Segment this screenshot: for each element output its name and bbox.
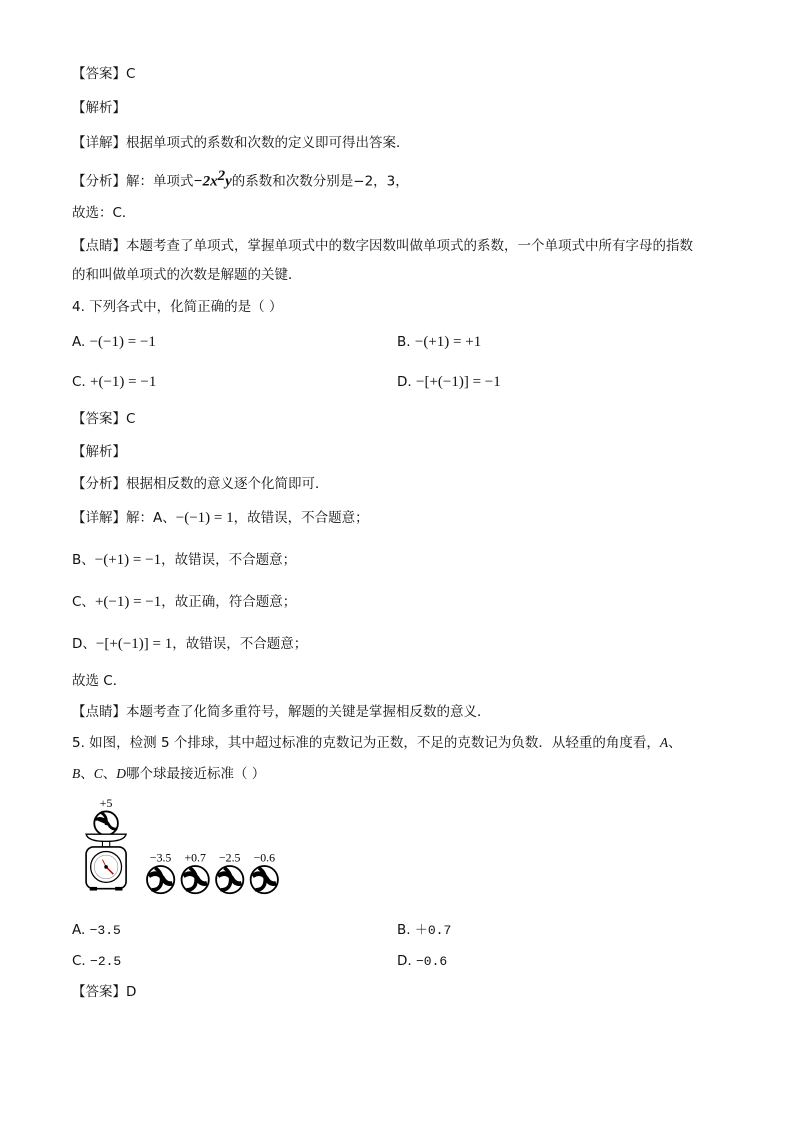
q3-comment-line2: 的和叫做单项式的次数是解题的关键．: [72, 267, 302, 283]
q5-stem-line1: [72, 733, 682, 753]
detail-post: ，故错误，不合题意；: [233, 510, 369, 526]
ball-label-a: −3.5: [149, 850, 172, 865]
sep: 、: [80, 766, 94, 782]
q5-option-a: [72, 920, 121, 941]
volleyball-icon: [147, 866, 174, 893]
comment-tag: 【点睛】: [72, 704, 126, 720]
ball-label-b: +0.7: [184, 850, 206, 865]
q4-option-a: [72, 332, 156, 352]
stem-text: 5. 如图，检测 5 个排球，其中超过标准的克数记为正数，不足的克数记为负数．从轻重的角度看，: [72, 735, 660, 751]
scale-ball-icon: [94, 811, 118, 835]
detail-tag: 【详解】: [72, 135, 126, 151]
option-label: D.: [397, 953, 412, 969]
option-value: ＋0.7: [414, 923, 452, 938]
q3-comment-line1: [72, 236, 693, 256]
scale-icon: [86, 847, 126, 891]
answer-tag: 【答案】: [72, 66, 126, 82]
q3-answer-line: [72, 64, 135, 84]
q4-option-c: [72, 372, 156, 392]
option-label: C.: [72, 953, 86, 969]
detail-text: 根据单项式的系数和次数的定义即可得出答案．: [126, 135, 410, 151]
var-b: B: [72, 766, 81, 781]
q3-analysis-tag: 【解析】: [72, 100, 126, 116]
monomial-exp: 2: [217, 168, 226, 184]
detail-expr: −(+1) = −1: [94, 552, 162, 568]
answer-tag: 【答案】: [72, 984, 126, 1000]
q5-answer-line: [72, 982, 136, 1002]
scale-label: +5: [99, 796, 113, 810]
q4-comment-line: [72, 702, 491, 722]
volleyball-icon: [182, 866, 209, 893]
var-d: D: [116, 766, 127, 781]
fenxi-text: 根据相反数的意义逐个化简即可．: [126, 476, 329, 492]
detail-tag: 【详解】: [72, 510, 126, 526]
answer-value: C: [126, 411, 136, 427]
q4-choose: 故选 C．: [72, 673, 127, 689]
option-expr: −(−1) = −1: [89, 334, 156, 350]
ball-label-d: −0.6: [253, 850, 275, 865]
answer-tag: 【答案】: [72, 411, 126, 427]
option-label: C.: [72, 374, 86, 390]
detail-post: ，故错误，不合题意；: [172, 636, 308, 652]
q4-detail-a: [72, 508, 369, 528]
detail-pre: D、: [72, 636, 96, 652]
scale-pan-icon: [86, 834, 126, 841]
option-label: A.: [72, 334, 86, 350]
monomial-var: y: [225, 173, 232, 190]
q4-fenxi-line: [72, 474, 329, 494]
ball-group: [147, 850, 278, 893]
fenxi-vals: −2，3，: [353, 173, 409, 190]
fenxi-post: 的系数和次数分别是: [231, 173, 354, 190]
q4-detail-b: [72, 550, 296, 570]
q4-analysis-tag: 【解析】: [72, 444, 126, 460]
answer-value: D: [126, 984, 137, 1000]
option-expr: +(−1) = −1: [90, 374, 157, 390]
q5-stem-line2: [72, 764, 265, 784]
ball-label-c: −2.5: [219, 850, 241, 865]
option-label: B.: [397, 922, 411, 938]
detail-pre: C、: [72, 594, 95, 610]
detail-pre: 解：A、: [126, 510, 176, 526]
q4-stem: 4. 下列各式中，化简正确的是（ ）: [72, 299, 283, 315]
option-value: −2.5: [90, 954, 122, 969]
volleyball-icon: [216, 866, 243, 893]
q5-option-c: [72, 951, 121, 972]
sep: 、: [668, 735, 682, 751]
q4-detail-d: [72, 634, 307, 654]
detail-post: ，故错误，不合题意；: [161, 552, 297, 568]
option-expr: −[+(−1)] = −1: [415, 374, 501, 390]
option-label: B.: [397, 334, 411, 350]
q3-choose: 故选：C．: [72, 205, 136, 221]
q3-fenxi-line: [72, 166, 409, 192]
q4-answer-line: [72, 409, 135, 429]
fenxi-tag: 【分析】: [72, 173, 126, 190]
detail-expr: −(−1) = 1: [175, 510, 234, 526]
q5-option-d: [397, 951, 447, 972]
var-a: A: [659, 735, 669, 750]
monomial-coef: −2x: [193, 173, 218, 190]
comment-text: 本题考查了化简多重符号，解题的关键是掌握相反数的意义．: [126, 704, 491, 720]
volleyball-figure: [72, 796, 302, 896]
detail-pre: B、: [72, 552, 95, 568]
option-expr: −(+1) = +1: [414, 334, 482, 350]
q3-detail-line: [72, 133, 410, 153]
option-label: A.: [72, 922, 86, 938]
comment-text: 本题考查了单项式，掌握单项式中的数字因数叫做单项式的系数，一个单项式中所有字母的指数: [126, 238, 693, 254]
q4-option-d: [397, 372, 501, 392]
q4-option-b: [397, 332, 481, 352]
q4-detail-c: [72, 592, 296, 612]
comment-tag: 【点睛】: [72, 238, 126, 254]
detail-post: ，故正确，符合题意；: [161, 594, 297, 610]
option-value: −0.6: [415, 954, 448, 969]
var-c: C: [93, 766, 103, 781]
option-label: D.: [397, 374, 412, 390]
detail-expr: +(−1) = −1: [94, 594, 162, 610]
option-value: −3.5: [89, 923, 121, 938]
q5-option-b: [397, 920, 451, 941]
fenxi-pre: 解：单项式: [126, 173, 194, 190]
fenxi-tag: 【分析】: [72, 476, 126, 492]
stem-post: 哪个球最接近标准（ ）: [126, 766, 266, 782]
detail-expr: −[+(−1)] = 1: [95, 636, 173, 652]
sep: 、: [102, 766, 117, 782]
volleyball-icon: [251, 866, 278, 893]
answer-value: C: [126, 66, 136, 82]
